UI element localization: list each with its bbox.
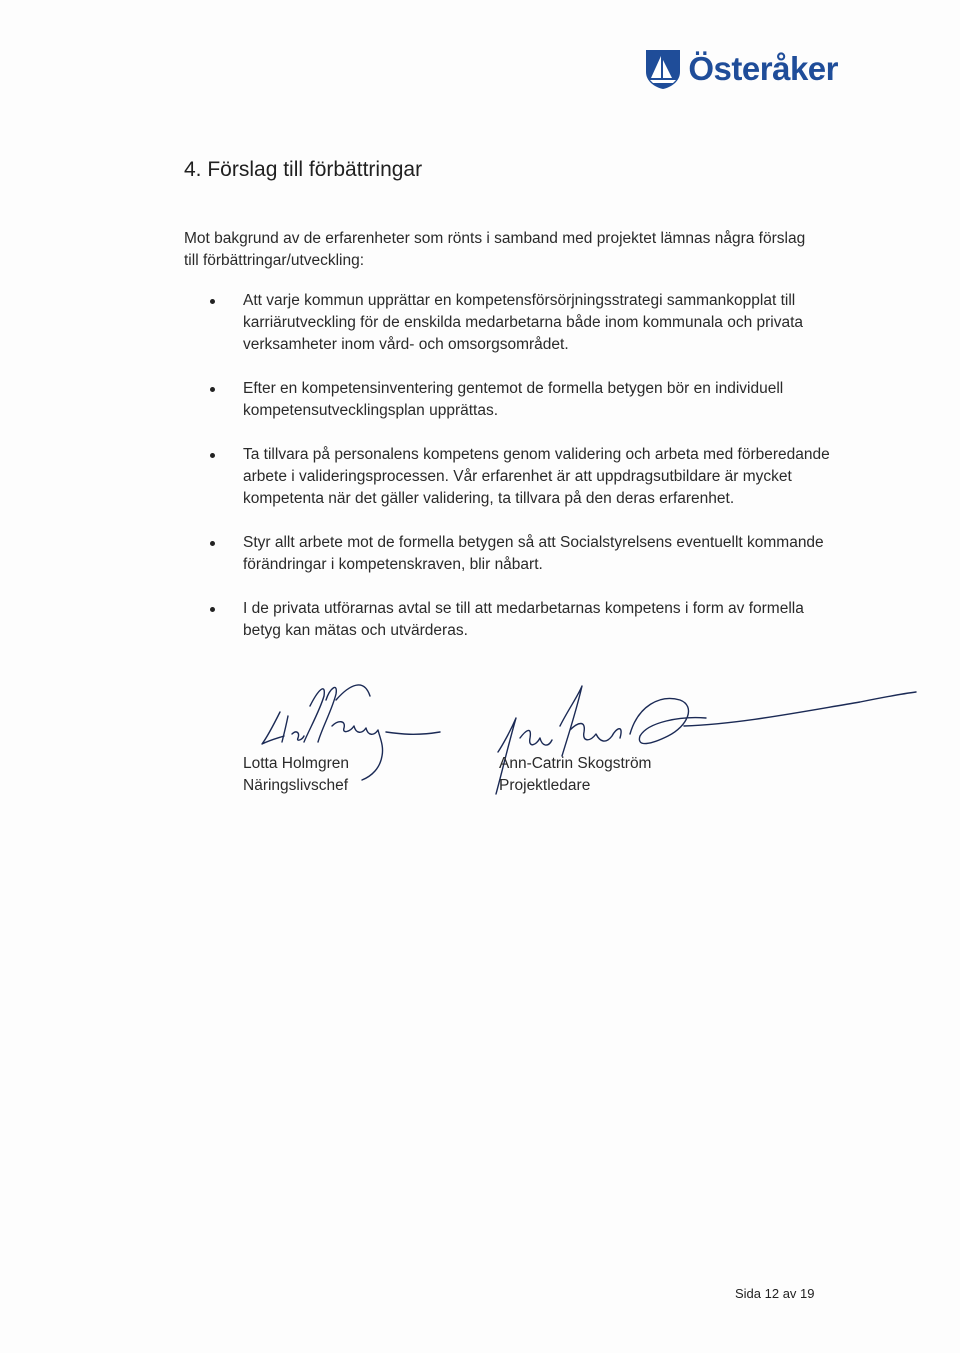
bullet-icon (210, 607, 215, 612)
logo (644, 48, 838, 90)
bullet-icon (210, 299, 215, 304)
list-item-text: Styr allt arbete mot de formella betygen så att Socialstyrelsens eventuellt kommande förändringar i kompetenskraven, blir nåbart. (243, 534, 824, 573)
list-item-text: I de privata utförarnas avtal se till att medarbetarnas kompetens i form av formella betyg kan mätas och utvärderas. (243, 600, 804, 639)
bullet-icon (210, 453, 215, 458)
list-item (210, 598, 830, 642)
proposal-list (210, 290, 830, 642)
signer-title: Projektledare (499, 777, 591, 794)
signature-block (240, 676, 920, 816)
intro-paragraph: Mot bakgrund av de erfarenheter som rönts i samband med projektet lämnas några förslag till förbättringar/utveckling: (184, 230, 806, 269)
section-heading: 4. Förslag till förbättringar (184, 158, 423, 181)
bullet-icon (210, 387, 215, 392)
list-item (210, 290, 830, 356)
signer-name: Ann-Catrin Skogström (499, 755, 652, 772)
signer-title: Näringslivschef (243, 777, 349, 794)
bullet-icon (210, 541, 215, 546)
list-item-text: Ta tillvara på personalens kompetens genom validering och arbeta med förberedande arbete i valideringsprocessen. Vår erfarenhet är att uppdragsutbildare är mycket kompetenta när det gäller validering, ta tillvara på den deras erfarenhet. (243, 446, 830, 507)
osteraker-shield-icon (644, 48, 682, 90)
signer-name: Lotta Holmgren (243, 755, 349, 772)
list-item-text: Efter en kompetensinventering gentemot de formella betygen bör en individuell kompetensutvecklingsplan upprättas. (243, 380, 784, 419)
list-item (210, 378, 830, 422)
page-number: Sida 12 av 19 (735, 1286, 815, 1301)
list-item-text: Att varje kommun upprättar en kompetensförsörjningsstrategi sammankopplat till karriärutveckling för de enskilda medarbetarna både inom kommunala och privata verksamheter inom vård- och omsorgsområdet. (243, 292, 804, 353)
signer-lotta (243, 753, 349, 797)
logo-text: Österåker (688, 50, 838, 87)
list-item (210, 532, 830, 576)
signer-ann-catrin (499, 753, 651, 797)
list-item (210, 444, 830, 510)
